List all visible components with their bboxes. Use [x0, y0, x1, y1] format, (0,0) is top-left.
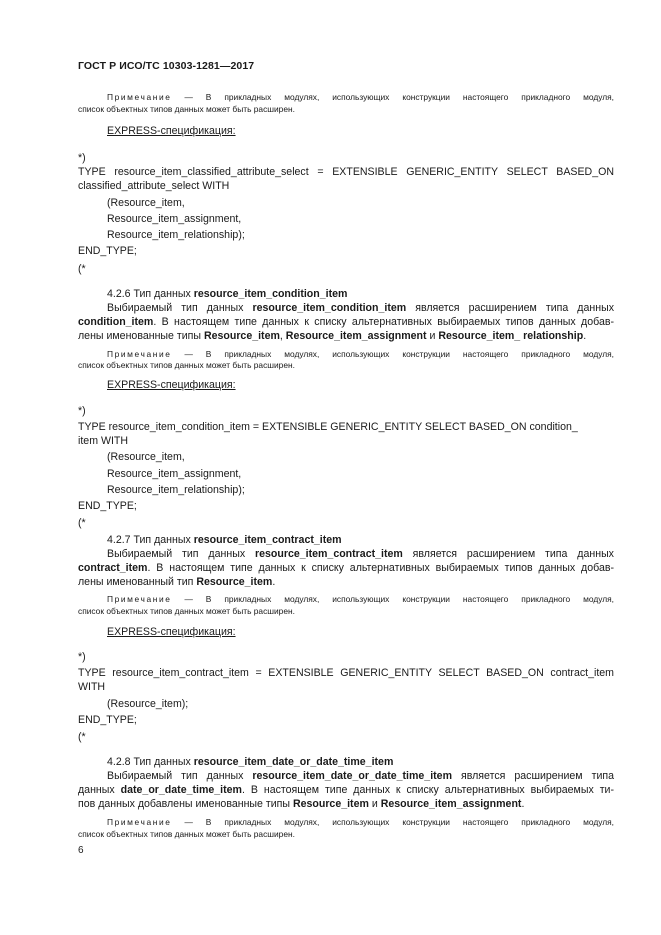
code-end: END_TYPE; [78, 714, 137, 726]
paragraph-line: condition_item. В настоящем типе данных к списку альтернативных выбираемых типов данных добав- [78, 316, 614, 328]
code-item: (Resource_item, [107, 451, 185, 463]
code-end: END_TYPE; [78, 245, 137, 257]
page-number: 6 [78, 845, 84, 856]
note-line: Примечание — В прикладных модулях, использующих конструкции настоящего прикладного модуля, [107, 817, 614, 827]
note-line [107, 92, 614, 103]
code-end: END_TYPE; [78, 500, 137, 512]
paragraph-line: Выбираемый тип данных resource_item_condition_item является расширением типа данных [107, 302, 614, 314]
paragraph-line: Выбираемый тип данных resource_item_date_or_date_time_item является расширением типа [107, 770, 614, 782]
document-header: ГОСТ Р ИСО/ТС 10303-1281—2017 [78, 60, 255, 72]
note-line: список объектных типов данных может быть расширен. [78, 360, 295, 370]
note-line: список объектных типов данных может быть расширен. [78, 829, 295, 839]
code-line: TYPE resource_item_classified_attribute_select = EXTENSIBLE GENERIC_ENTITY SELECT BASED_ON [78, 166, 614, 178]
code-item: (Resource_item); [107, 698, 189, 710]
code-line: classified_attribute_select WITH [78, 180, 230, 192]
note-line: Примечание — В прикладных модулях, использующих конструкции настоящего прикладного модуля, [107, 349, 614, 359]
code-open: *) [78, 651, 86, 663]
code-close: (* [78, 731, 86, 743]
code-line: WITH [78, 681, 106, 693]
note-line: список объектных типов данных может быть расширен. [78, 606, 295, 616]
code-item: Resource_item_assignment, [107, 468, 242, 480]
paragraph-line: Выбираемый тип данных resource_item_contract_item является расширением типа данных [107, 548, 614, 560]
code-line: TYPE resource_item_contract_item = EXTENSIBLE GENERIC_ENTITY SELECT BASED_ON contract_item [78, 667, 614, 679]
code-open: *) [78, 152, 86, 164]
express-spec-label: EXPRESS-спецификация: [107, 626, 236, 638]
paragraph-line: лены именованные типы Resource_item, Resource_item_assignment и Resource_item_ relationship. [78, 330, 587, 342]
express-spec-label: EXPRESS-спецификация: [107, 379, 236, 391]
note-line: список объектных типов данных может быть расширен. [78, 104, 295, 114]
note-line: Примечание — В прикладных модулях, использующих конструкции настоящего прикладного модуля, [107, 594, 614, 604]
section-heading: 4.2.7 Тип данных resource_item_contract_item [107, 534, 342, 546]
code-item: Resource_item_relationship); [107, 229, 245, 241]
code-line: item WITH [78, 435, 129, 447]
code-item: Resource_item_relationship); [107, 484, 245, 496]
note-text: — В прикладных модулях, использующих конструкции настоящего прикладного модуля, [171, 92, 614, 102]
note-label: Примечание [107, 92, 172, 102]
paragraph-line: пов данных добавлены именованные типы Resource_item и Resource_item_assignment. [78, 798, 525, 810]
express-spec-label: EXPRESS-спецификация: [107, 125, 236, 137]
paragraph-line: данных date_or_date_time_item. В настоящем типе данных к списку альтернативных выбираемых ти- [78, 784, 614, 796]
paragraph-line: contract_item. В настоящем типе данных к списку альтернативных выбираемых типов данных добав- [78, 562, 614, 574]
code-close: (* [78, 517, 86, 529]
code-close: (* [78, 263, 86, 275]
section-heading: 4.2.8 Тип данных resource_item_date_or_date_time_item [107, 756, 394, 768]
code-open: *) [78, 405, 86, 417]
code-line: TYPE resource_item_condition_item = EXTENSIBLE GENERIC_ENTITY SELECT BASED_ON condition_ [78, 421, 578, 433]
code-item: Resource_item_assignment, [107, 213, 242, 225]
code-item: (Resource_item, [107, 197, 185, 209]
paragraph-line: лены именованный тип Resource_item. [78, 576, 276, 588]
section-heading: 4.2.6 Тип данных resource_item_condition_item [107, 288, 348, 300]
